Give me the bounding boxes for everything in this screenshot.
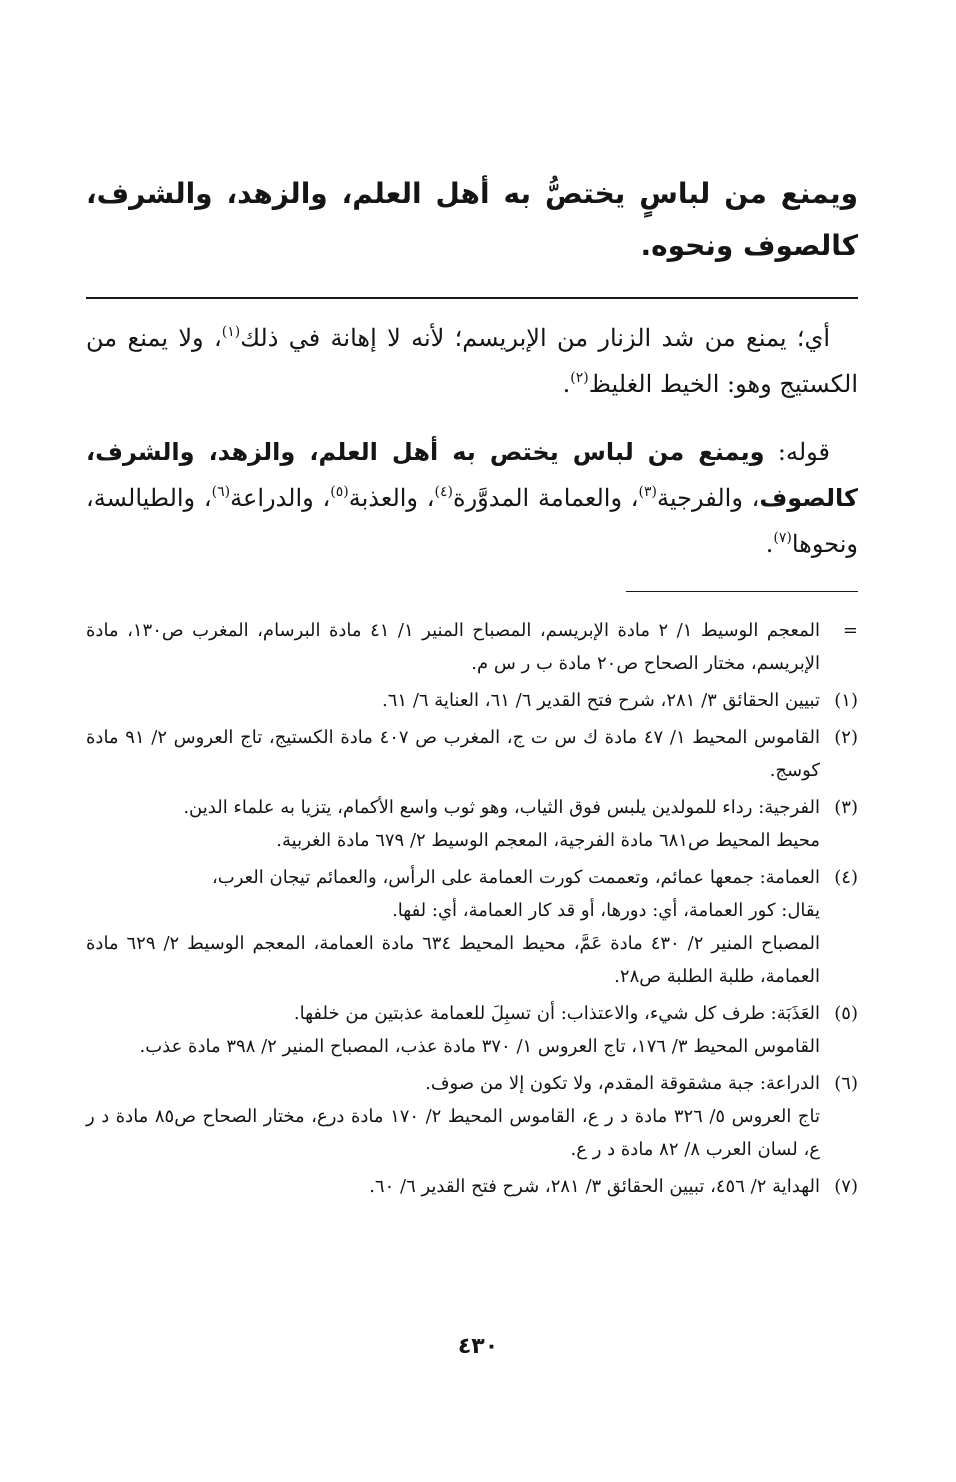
quote-lead: قوله: xyxy=(777,438,830,466)
footnotes xyxy=(86,614,858,1203)
footnote-text: يقال: كور العمامة، أي: دورها، أو قد كار العمامة، أي: لفها. xyxy=(392,900,820,921)
footnote-6 xyxy=(86,1067,858,1166)
footnote-marker-2: (٢) xyxy=(570,370,589,387)
commentary-text: ، ولا يمنع من الكستيج وهو: الخيط الغليظ xyxy=(86,324,858,398)
footnote-number: (٦) xyxy=(834,1073,858,1094)
footnote-text: العَذَبَة: طرف كل شيء، والاعتذاب: أن تسبِلَ للعمامة عذبتين من خلفها. xyxy=(293,1003,820,1024)
footnote-2 xyxy=(86,721,858,787)
commentary-text: ، والدراعة xyxy=(230,484,331,512)
footnote-text: العمامة: جمعها عمائم، وتعممت كورت العمامة على الرأس، والعمائم تيجان العرب، xyxy=(211,867,820,888)
footnote-number: (٢) xyxy=(834,727,858,748)
footnote-7 xyxy=(86,1170,858,1203)
commentary-text: ، والفرجية xyxy=(657,484,760,512)
footnote-number: (٥) xyxy=(834,1003,858,1024)
footnote-text: الدراعة: جبة مشقوقة المقدم، ولا تكون إلا من صوف. xyxy=(425,1073,820,1094)
footnote-text: الهداية ٢/ ٤٥٦، تبيين الحقائق ٣/ ٢٨١، شرح فتح القدير ٦/ ٦٠. xyxy=(369,1176,820,1197)
footnote-text: القاموس المحيط ١/ ٤٧ مادة ك س ت ج، المغرب ص ٤٠٧ مادة الكستيج، تاج العروس ٢/ ٩١ مادة كوسج. xyxy=(86,727,820,781)
commentary-text: ، والعمامة المدوَّرة xyxy=(453,484,639,512)
footnote-5 xyxy=(86,997,858,1063)
footnote-4 xyxy=(86,861,858,993)
matn-text: ويمنع من لباسٍ يختصُّ به أهل العلم، والزهد، والشرف، كالصوف ونحوه. xyxy=(86,177,858,262)
footnote-number: (٤) xyxy=(834,867,858,888)
commentary-text: . xyxy=(562,370,571,398)
commentary-text: أي؛ يمنع من شد الزنار من الإبريسم؛ لأنه لا إهانة في ذلك xyxy=(240,324,831,352)
footnote-marker-6: (٦) xyxy=(211,484,231,501)
footnote-marker-7: (٧) xyxy=(773,530,792,547)
footnote-divider xyxy=(626,591,858,592)
footnote-text: المعجم الوسيط ١/ ٢ مادة الإبريسم، المصباح المنير ١/ ٤١ مادة البرسام، المغرب ص١٣٠، مادة الإبريسم، مختار الصحاح ص٢٠ مادة ب ر س م. xyxy=(86,620,820,674)
footnote-marker-4: (٤) xyxy=(434,484,453,501)
footnote-1 xyxy=(86,684,858,717)
footnote-text: القاموس المحيط ٣/ ١٧٦، تاج العروس ١/ ٣٧٠ مادة عذب، المصباح المنير ٢/ ٣٩٨ مادة عذب. xyxy=(139,1036,820,1057)
footnote-marker-5: (٥) xyxy=(330,484,349,501)
footnote-3 xyxy=(86,791,858,857)
footnote-marker-3: (٣) xyxy=(638,484,658,501)
footnote-continuation xyxy=(86,614,858,680)
commentary-text: . xyxy=(765,530,774,558)
footnote-text: الفرجية: رداء للمولدين يلبس فوق الثياب، وهو ثوب واسع الأكمام، يتزيا به علماء الدين. xyxy=(183,797,820,818)
footnote-text: تاج العروس ٥/ ٣٢٦ مادة د ر ع، القاموس المحيط ٢/ ١٧٠ مادة درع، مختار الصحاح ص٨٥ مادة د ر ع، لسان العرب ٨/ ٨٢ مادة د ر ع. xyxy=(86,1106,821,1160)
commentary-text: ، والطيالسة، ونحوها xyxy=(86,484,858,558)
page-body xyxy=(86,168,858,1207)
commentary-paragraph-2 xyxy=(86,429,858,567)
footnote-text: محيط المحيط ص٦٨١ مادة الفرجية، المعجم الوسيط ٢/ ٦٧٩ مادة الغربية. xyxy=(276,830,820,851)
matn-divider xyxy=(86,297,858,299)
footnote-number: (٣) xyxy=(834,797,858,818)
page-number: ٤٣٠ xyxy=(457,1334,499,1359)
quoted-matn: ويمنع من لباس يختص به أهل العلم، والزهد، والشرف، كالصوف xyxy=(86,438,858,512)
footnote-text: تبيين الحقائق ٣/ ٢٨١، شرح فتح القدير ٦/ ٦١، العناية ٦/ ٦١. xyxy=(382,690,820,711)
footnote-number: (٧) xyxy=(834,1176,858,1197)
footnote-number: (١) xyxy=(834,690,858,711)
commentary xyxy=(86,315,858,567)
commentary-paragraph-1 xyxy=(86,315,858,407)
commentary-text: ، والعذبة xyxy=(348,484,435,512)
footnote-text: المصباح المنير ٢/ ٤٣٠ مادة عَمَّ، محيط المحيط ٦٣٤ مادة العمامة، المعجم الوسيط ٢/ ٦٢٩ مادة العمامة، طلبة الطلبة ص٢٨. xyxy=(86,933,820,987)
footnote-number: = xyxy=(842,620,858,641)
footnote-marker-1: (١) xyxy=(221,324,241,341)
